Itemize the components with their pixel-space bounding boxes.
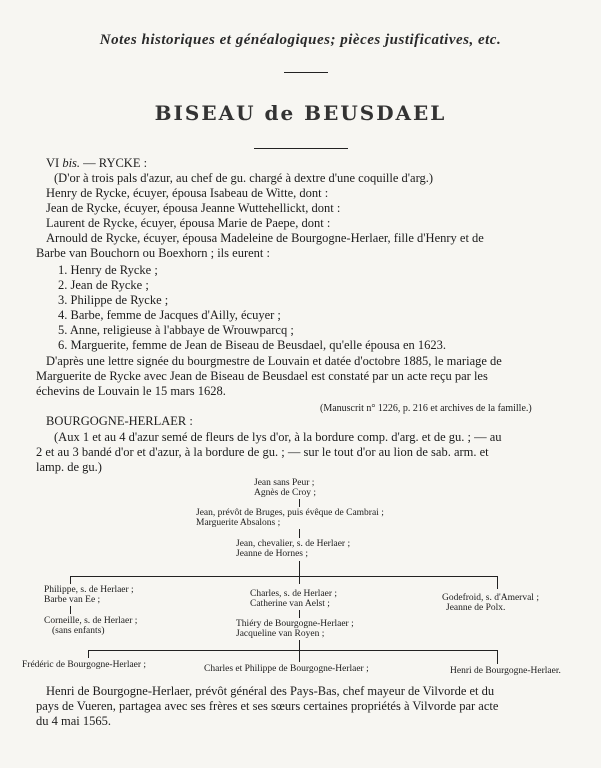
tree-person: Thiéry de Bourgogne-Herlaer ;: [236, 619, 354, 629]
bh-arms-line: lamp. de gu.): [36, 460, 102, 474]
genealogy-line: Henry de Rycke, écuyer, épousa Isabeau de Witte, dont :: [46, 186, 329, 200]
tree-connector: [70, 606, 71, 614]
child-number: 1.: [58, 263, 68, 277]
rycke-heading: [46, 156, 147, 171]
tree-person: Henri de Bourgogne-Herlaer.: [450, 666, 561, 676]
tree-spouse: Barbe van Ee ;: [44, 595, 101, 605]
tree-person: Frédéric de Bourgogne-Herlaer ;: [22, 660, 147, 670]
closing-line: du 4 mai 1565.: [36, 714, 111, 728]
tree-connector: [70, 576, 71, 584]
bh-heading: BOURGOGNE-HERLAER :: [46, 414, 193, 428]
tree-spouse: Jeanne de Hornes ;: [236, 549, 309, 559]
tree-person: Corneille, s. de Herlaer ;: [44, 616, 138, 626]
tree-spouse: Jacqueline van Royen ;: [236, 629, 325, 639]
tree-person: Charles et Philippe de Bourgogne-Herlaer ;: [204, 664, 369, 674]
tree-person: Charles, s. de Herlaer ;: [250, 589, 338, 599]
running-head: Notes historiques et généalogiques; pièces justificatives, etc.: [99, 32, 502, 48]
tree-connector: [299, 561, 300, 576]
bh-arms-line: 2 et au 3 bandé d'or et d'azur, à la bordure de gu. ; — sur le tout d'or au lion de sab. arm. et: [36, 445, 489, 459]
heading-name: — RYCKE :: [83, 156, 148, 170]
genealogy-line: Laurent de Rycke, écuyer, épousa Marie de Paepe, dont :: [46, 216, 331, 230]
child-item: [58, 293, 168, 308]
tree-generation-line: [88, 650, 498, 651]
child-item: [58, 308, 281, 323]
paragraph-line: échevins de Louvain le 15 mars 1628.: [36, 384, 226, 398]
child-text: Henry de Rycke ;: [70, 263, 158, 277]
tree-spouse: Catherine van Aelst ;: [250, 599, 330, 609]
tree-connector: [497, 576, 498, 589]
bh-arms-line: (Aux 1 et au 4 d'azur semé de fleurs de lys d'or, à la bordure comp. d'arg. et de gu. ; — au: [54, 430, 502, 444]
child-text: Anne, religieuse à l'abbaye de Wrouwparcq ;: [69, 323, 294, 337]
tree-connector: [299, 499, 300, 507]
tree-spouse: Marguerite Absalons ;: [196, 518, 281, 528]
paragraph-line: D'après une lettre signée du bourgmestre de Louvain et datée d'octobre 1885, le mariage de: [46, 354, 502, 368]
tree-spouse: Agnès de Croy ;: [254, 488, 317, 498]
tree-connector: [299, 640, 300, 650]
tree-person: Jean, chevalier, s. de Herlaer ;: [236, 539, 351, 549]
header-rule: [284, 72, 328, 73]
tree-connector: [497, 650, 498, 664]
tree-note: (sans enfants): [52, 626, 105, 636]
child-number: 4.: [58, 308, 68, 322]
section-title: BISEAU de BEUSDAEL: [154, 101, 447, 125]
rycke-arms: (D'or à trois pals d'azur, au chef de gu. chargé à dextre d'une coquille d'arg.): [54, 171, 434, 185]
child-number: 6.: [58, 338, 68, 352]
tree-person: Godefroid, s. d'Amerval ;: [442, 593, 539, 603]
child-text: Marguerite, femme de Jean de Biseau de Beusdael, qu'elle épousa en 1623.: [70, 338, 447, 352]
closing-line: Henri de Bourgogne-Herlaer, prévôt général des Pays-Bas, chef mayeur de Vilvorde et du: [46, 684, 495, 698]
tree-connector: [299, 650, 300, 662]
arnould-line: Arnould de Rycke, écuyer, épousa Madeleine de Bourgogne-Herlaer, fille d'Henry et de: [46, 231, 484, 245]
tree-spouse: Jeanne de Polx.: [446, 603, 506, 613]
heading-bis: bis.: [62, 156, 81, 170]
tree-connector: [299, 576, 300, 584]
child-item: [58, 263, 158, 278]
closing-line: pays de Vueren, partagea avec ses frères et ses sœurs certaines propriétés à Vilvorde par acte: [36, 699, 499, 713]
arnould-line: Barbe van Bouchorn ou Boexhorn ; ils eurent :: [36, 246, 270, 260]
heading-number: VI: [46, 156, 60, 170]
tree-connector: [299, 610, 300, 618]
child-number: 2.: [58, 278, 68, 292]
child-text: Barbe, femme de Jacques d'Ailly, écuyer ;: [70, 308, 281, 322]
tree-generation-line: [70, 576, 498, 577]
child-item: [58, 338, 446, 353]
paragraph-line: Marguerite de Rycke avec Jean de Biseau de Beusdael est constaté par un acte reçu par les: [36, 369, 488, 383]
tree-connector: [299, 529, 300, 538]
child-number: 3.: [58, 293, 68, 307]
tree-connector: [88, 650, 89, 658]
source-note: (Manuscrit n° 1226, p. 216 et archives de la famille.): [320, 403, 532, 414]
tree-person: Jean, prévôt de Bruges, puis évêque de Cambrai ;: [196, 508, 384, 518]
child-item: [58, 278, 149, 293]
child-number: 5.: [58, 323, 68, 337]
child-text: Philippe de Rycke ;: [70, 293, 169, 307]
tree-person: Jean sans Peur ;: [254, 478, 315, 488]
genealogy-line: Jean de Rycke, écuyer, épousa Jeanne Wuttehellickt, dont :: [46, 201, 341, 215]
tree-person: Philippe, s. de Herlaer ;: [44, 585, 134, 595]
child-text: Jean de Rycke ;: [70, 278, 149, 292]
title-rule: [254, 148, 348, 149]
child-item: [58, 323, 294, 338]
